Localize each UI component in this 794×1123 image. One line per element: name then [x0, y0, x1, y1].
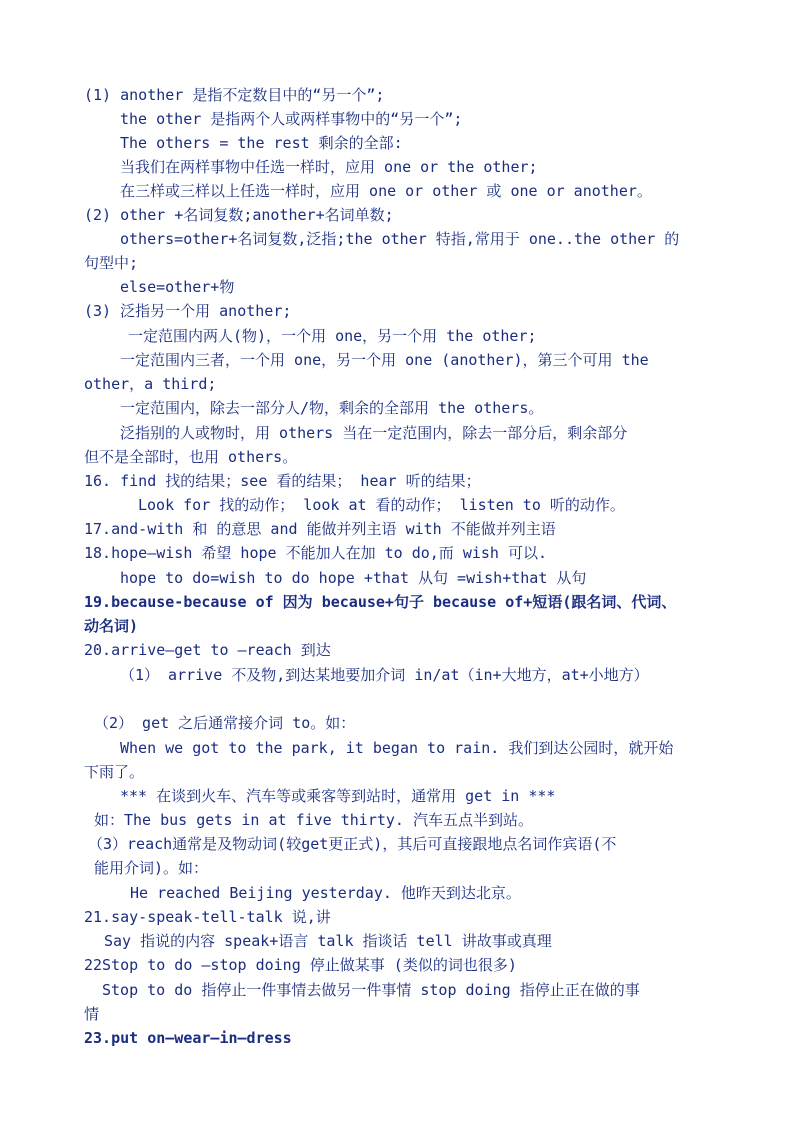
note-line-34: 21.say-speak-tell-talk 说,讲: [84, 908, 331, 926]
note-line-37: Stop to do 指停止一件事情去做另一件事情 stop doing 指停止正在做的事: [102, 981, 640, 999]
note-line-23: 动名词): [84, 617, 139, 635]
note-line-24: 20.arrive—get to –reach 到达: [84, 641, 331, 659]
note-line-35: Say 指说的内容 speak+语言 talk 指谈话 tell 讲故事或真理: [104, 932, 552, 950]
note-line-25: （1） arrive 不及物,到达某地要加介词 in/at（in+大地方，at+小地方）: [120, 666, 649, 684]
note-line-19: 17.and-with 和 的意思 and 能做并列主语 with 不能做并列主语: [84, 520, 556, 538]
note-line-20: 18.hope—wish 希望 hope 不能加人在加 to do,而 wish 可以.: [84, 544, 548, 562]
note-line-31: （3）reach通常是及物动词(较get更正式)，其后可直接跟地点名词作宾语(不: [88, 835, 617, 853]
note-line-18: Look for 找的动作； look at 看的动作； listen to 听的动作。: [138, 496, 625, 514]
note-line-33: He reached Beijing yesterday. 他昨天到达北京。: [130, 884, 521, 902]
note-line-1: (1) another 是指不定数目中的“另一个”;: [84, 86, 385, 104]
note-line-26: （2） get 之后通常接介词 to。如：: [94, 714, 356, 732]
note-line-27: When we got to the park, it began to rain. 我们到达公园时，就开始: [120, 739, 674, 757]
note-line-15: 泛指别的人或物时，用 others 当在一定范围内，除去一部分后，剩余部分: [120, 424, 628, 442]
note-line-30: 如：The bus gets in at five thirty. 汽车五点半到站。: [94, 811, 533, 829]
note-line-11: 一定范围内两人(物)，一个用 one，另一个用 the other;: [128, 327, 537, 345]
note-line-7: others=other+名词复数,泛指;the other 特指,常用于 one..the other 的: [120, 230, 680, 248]
note-line-17: 16. find 找的结果；see 看的结果； hear 听的结果；: [84, 472, 481, 490]
note-line-32: 能用介词)。如：: [94, 859, 209, 877]
note-line-14: 一定范围内，除去一部分人/物，剩余的全部用 the others。: [120, 399, 544, 417]
note-line-4: 当我们在两样事物中任选一样时，应用 one or the other;: [120, 158, 538, 176]
note-line-39: 23.put on—wear—in—dress: [84, 1029, 292, 1047]
note-line-10: (3) 泛指另一个用 another;: [84, 302, 292, 320]
note-line-8: 句型中;: [84, 254, 139, 272]
note-line-22: 19.because-because of 因为 because+句子 because of+短语(跟名词、代词、: [84, 593, 677, 611]
note-line-12: 一定范围内三者，一个用 one，另一个用 one (another)，第三个可用 the: [120, 351, 649, 369]
note-line-16: 但不是全部时，也用 others。: [84, 448, 298, 466]
note-line-6: (2) other +名词复数;another+名词单数;: [84, 206, 394, 224]
note-line-2: the other 是指两个人或两样事物中的“另一个”;: [120, 110, 463, 128]
note-line-28: 下雨了。: [84, 763, 145, 781]
note-line-29: *** 在谈到火车、汽车等或乘客等到站时，通常用 get in ***: [120, 787, 556, 805]
note-line-21: hope to do=wish to do hope +that 从句 =wish+that 从句: [120, 569, 587, 587]
note-line-38: 情: [84, 1005, 100, 1023]
note-line-36: 22Stop to do –stop doing 停止做某事 (类似的词也很多): [84, 956, 517, 974]
note-line-13: other，a third;: [84, 375, 217, 393]
note-line-5: 在三样或三样以上任选一样时，应用 one or other 或 one or another。: [120, 182, 652, 200]
note-line-3: The others = the rest 剩余的全部:: [120, 134, 403, 152]
note-line-9: else=other+物: [120, 278, 235, 296]
